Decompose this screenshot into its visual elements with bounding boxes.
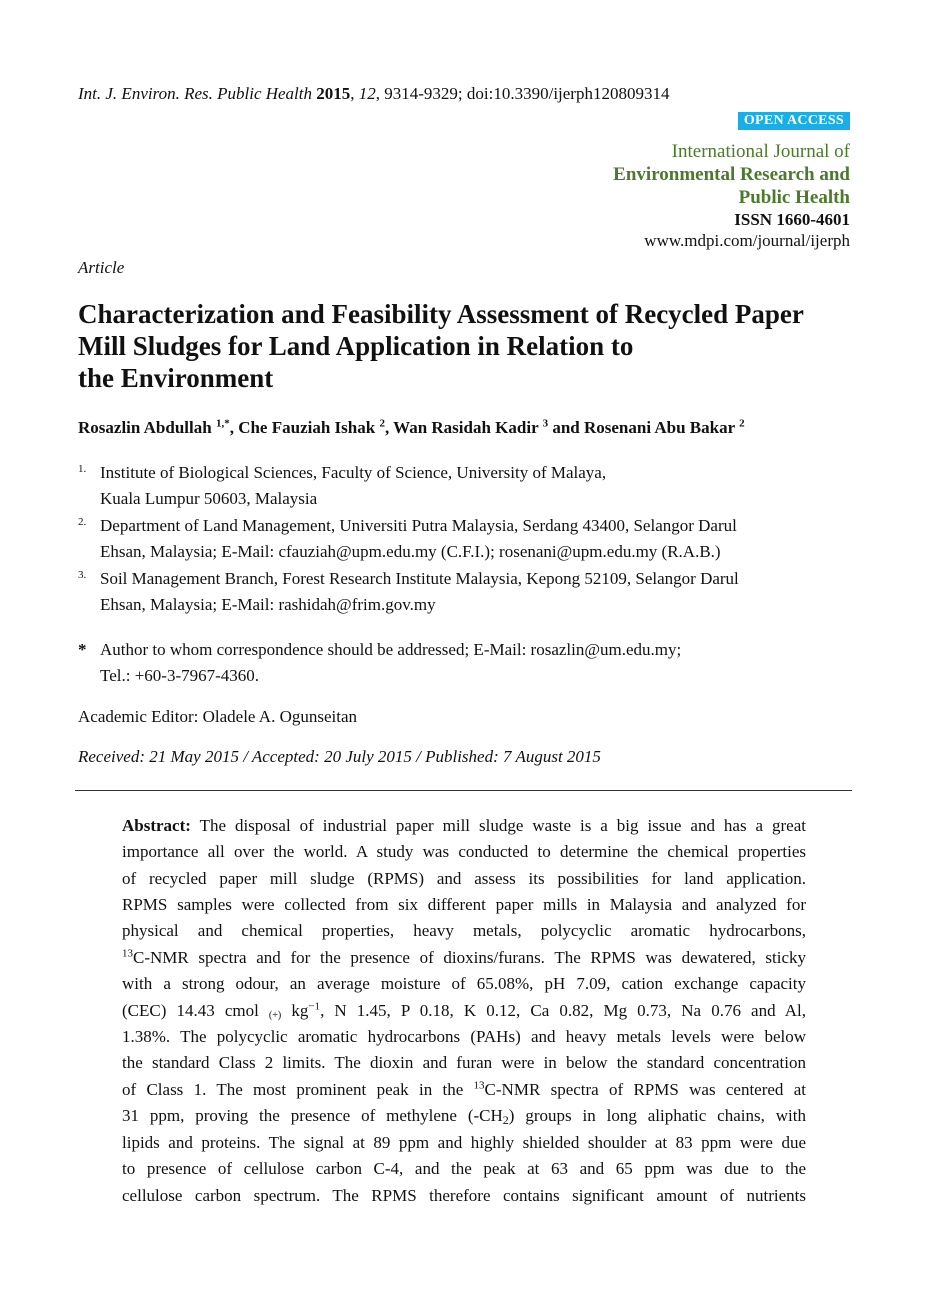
abstract-text: ) groups in long aliphatic chains, with: [508, 1106, 806, 1125]
abstract-line: importance all over the world. A study was conducted to determine the chemical properties: [122, 842, 806, 861]
journal-name-line3: Public Health: [738, 187, 850, 208]
superscript: 13: [122, 947, 133, 960]
author: and Rosenani Abu Bakar: [548, 418, 740, 437]
author-list: [78, 418, 745, 438]
asterisk: *: [78, 640, 87, 659]
affiliation-text: Ehsan, Malaysia; E-Mail: cfauziah@upm.edu.my (C.F.I.); rosenani@upm.edu.my (R.A.B.): [100, 542, 721, 561]
abstract-line: of recycled paper mill sludge (RPMS) and assess its possibilities for land application.: [122, 869, 806, 888]
abstract-text: The disposal of industrial paper mill sludge waste is a big issue and has a great: [190, 816, 806, 835]
pages-doi[interactable]: , 9314-9329; doi:10.3390/ijerph120809314: [375, 84, 670, 103]
correspondence: [78, 640, 681, 660]
author-affiliation: 2: [379, 417, 385, 430]
abstract-line: cellulose carbon spectrum. The RPMS therefore contains significant amount of nutrients: [122, 1186, 806, 1205]
abstract-line: 1.38%. The polycyclic aromatic hydrocarbons (PAHs) and heavy metals levels were below: [122, 1027, 806, 1046]
affiliation-1: [78, 463, 606, 483]
author-affiliation: 3: [542, 417, 549, 430]
journal-url[interactable]: www.mdpi.com/journal/ijerph: [644, 231, 850, 250]
affiliation-text: Institute of Biological Sciences, Faculty of Science, University of Malaya,: [100, 463, 607, 482]
abstract-text: , N 1.45, P 0.18, K 0.12, Ca 0.82, Mg 0.73, Na 0.76 and Al,: [320, 1001, 806, 1020]
issn: ISSN 1660-4601: [734, 210, 850, 229]
affiliation-number: 2.: [78, 516, 87, 528]
abstract-line: [122, 1080, 806, 1100]
abstract-text: C-NMR spectra of RPMS was centered at: [484, 1080, 806, 1099]
abstract-line: [122, 1106, 806, 1130]
correspondence-text: Author to whom correspondence should be addressed; E-Mail: rosazlin@um.edu.my;: [100, 640, 682, 659]
abstract-text: C-NMR spectra and for the presence of dioxins/furans. The RPMS was dewatered, sticky: [133, 948, 806, 967]
citation: Int. J. Environ. Res. Public Health 2015, 12, 9314-9329; doi:10.3390/ijerph120809314: [78, 84, 670, 103]
abstract-line: with a strong odour, an average moisture of 65.08%, pH 7.09, cation exchange capacity: [122, 974, 806, 993]
correspondence-text: Tel.: +60-3-7967-4360.: [100, 666, 260, 685]
abstract-line: [122, 1001, 806, 1026]
journal-name-line2: Environmental Research and: [613, 164, 850, 185]
author-affiliation: 1,*: [215, 417, 230, 430]
abstract-text: (CEC) 14.43 cmol: [122, 1001, 269, 1020]
abstract-text: 31 ppm, proving the presence of methylene (-CH: [122, 1106, 503, 1125]
journal-name-line1: International Journal of: [671, 141, 850, 162]
title-line: Characterization and Feasibility Assessment of Recycled Paper: [78, 299, 804, 329]
author: , Wan Rasidah Kadir: [384, 418, 543, 437]
affiliation-text: Ehsan, Malaysia; E-Mail: rashidah@frim.gov.my: [100, 595, 436, 614]
open-access-badge: OPEN ACCESS: [738, 112, 850, 130]
affiliation-number: 1.: [78, 463, 87, 475]
journal-abbrev: Int. J. Environ. Res. Public Health: [78, 84, 313, 103]
affiliation-number: 3.: [78, 569, 87, 581]
superscript: 13: [473, 1079, 485, 1092]
paper-title: [78, 298, 804, 394]
title-line: the Environment: [78, 363, 274, 393]
author-affiliation: 2: [739, 417, 745, 430]
abstract-line: [122, 816, 806, 836]
volume: 12: [358, 84, 376, 103]
abstract-line: RPMS samples were collected from six different paper mills in Malaysia and analyzed for: [122, 895, 806, 914]
affiliation-2: [78, 516, 737, 536]
publication-dates: Received: 21 May 2015 / Accepted: 20 July 2015 / Published: 7 August 2015: [78, 747, 601, 766]
abstract-line: physical and chemical properties, heavy metals, polycyclic aromatic hydrocarbons,: [122, 921, 806, 940]
academic-editor: Academic Editor: Oladele A. Ogunseitan: [78, 707, 357, 726]
title-line: Mill Sludges for Land Application in Relation to: [78, 331, 634, 361]
affiliation-text: Soil Management Branch, Forest Research Institute Malaysia, Kepong 52109, Selangor Darul: [100, 569, 739, 588]
abstract-text: of Class 1. The most prominent peak in the: [122, 1080, 474, 1099]
divider: [75, 790, 852, 791]
abstract-line: [122, 948, 806, 968]
affiliation-text: Kuala Lumpur 50603, Malaysia: [100, 489, 318, 508]
abstract-line: lipids and proteins. The signal at 89 ppm and highly shielded shoulder at 83 ppm were due: [122, 1133, 806, 1152]
subscript: (+): [268, 1010, 282, 1021]
affiliation-text: Department of Land Management, Universiti Putra Malaysia, Serdang 43400, Selangor Darul: [100, 516, 737, 535]
abstract-label: Abstract:: [122, 816, 191, 835]
author: , Che Fauziah Ishak: [229, 418, 380, 437]
superscript: −1: [308, 1000, 321, 1013]
year: 2015: [316, 84, 351, 103]
subscript: 2: [502, 1113, 509, 1127]
affiliation-3: [78, 569, 739, 589]
abstract-line: the standard Class 2 limits. The dioxin and furan were in below the standard concentration: [122, 1053, 806, 1072]
author: Rosazlin Abdullah: [78, 418, 216, 437]
abstract-line: to presence of cellulose carbon C-4, and the peak at 63 and 65 ppm was due to the: [122, 1159, 806, 1178]
abstract-text: kg: [281, 1001, 309, 1020]
article-type: Article: [78, 258, 125, 277]
